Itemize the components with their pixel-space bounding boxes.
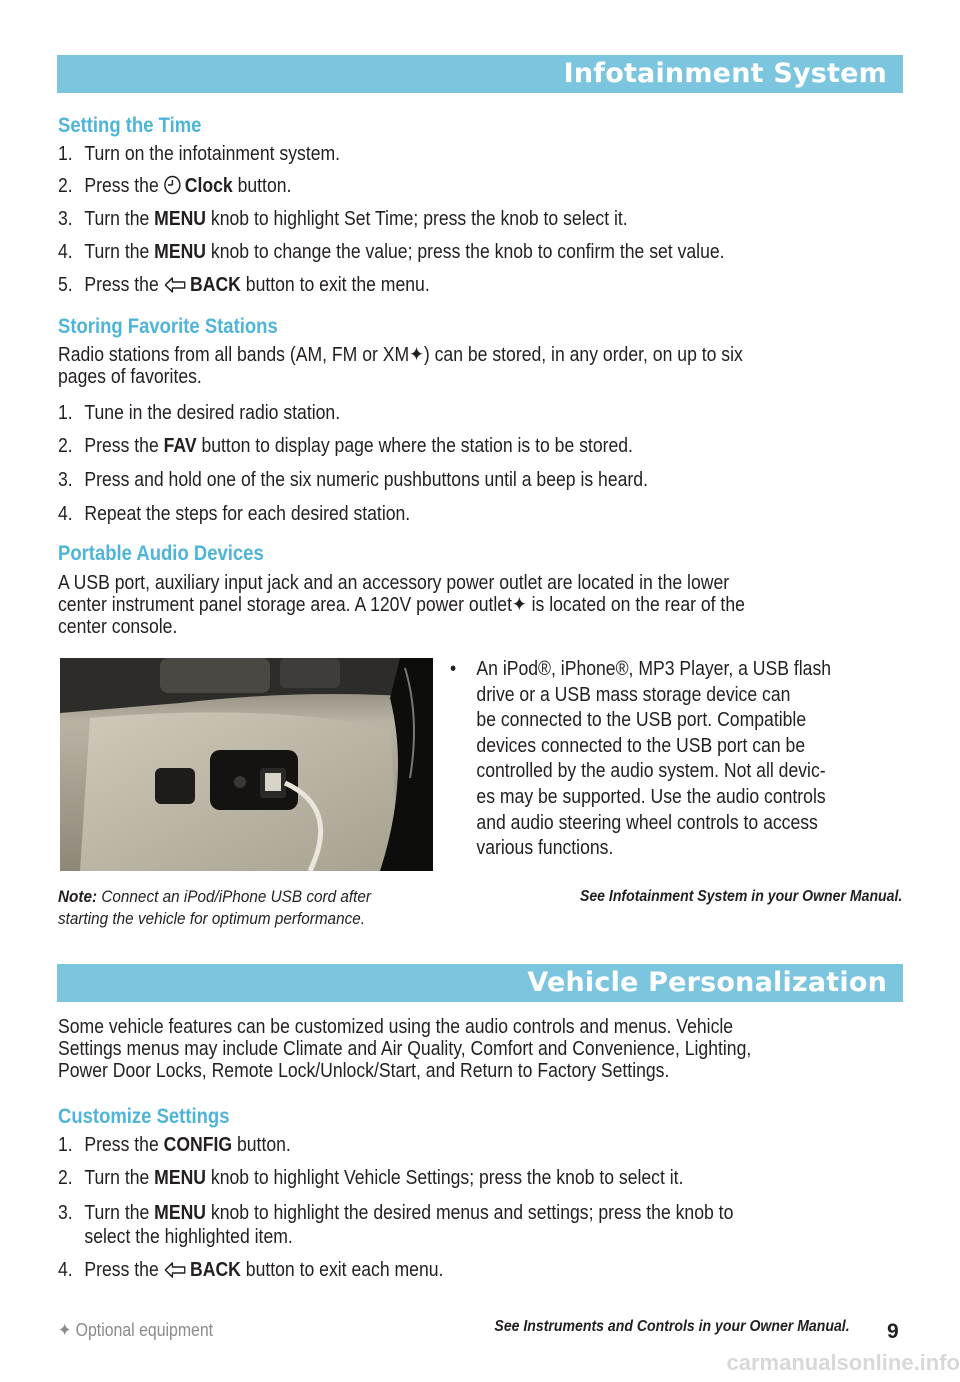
personalization-intro: Some vehicle features can be customized using the audio controls and menus. Vehicle Settings menus may include Climate and Air Quality, Comfort and Convenience, Lighting, Power Door Locks, Remote Lock/Unlock/Start, and Return to Factory Settings.: [58, 1016, 752, 1082]
bullet-line: devices connected to the USB port can be: [476, 734, 806, 757]
section-title: Infotainment System: [563, 58, 887, 89]
usb-note: Note: Connect an iPod/iPhone USB cord after starting the vehicle for optimum performance.: [58, 887, 371, 928]
bullet-dot: •: [450, 658, 457, 680]
bullet-line: and audio steering wheel controls to access: [476, 811, 818, 834]
setting-time-heading: Setting the Time: [58, 114, 202, 137]
customize-heading: Customize Settings: [58, 1105, 230, 1128]
portable-audio-intro: A USB port, auxiliary input jack and an accessory power outlet are located in the lower center instrument panel storage area. A 120V power outlet✦ is located on the rear of the center console.: [58, 572, 745, 638]
infotainment-banner: [57, 55, 903, 93]
list-item: 2. Press the Clock button.: [58, 175, 291, 201]
bullet-line: • An iPod®, iPhone®, MP3 Player, a USB flash: [450, 657, 831, 683]
list-item: 1. Tune in the desired radio station.: [58, 402, 341, 424]
favorites-heading: Storing Favorite Stations: [58, 315, 278, 338]
list-item: 3. Press and hold one of the six numeric pushbuttons until a beep is heard.: [58, 469, 648, 491]
note-label: Note:: [58, 887, 98, 906]
watermark: carmanualsonline.info: [726, 1350, 960, 1375]
bullet-line: various functions.: [476, 837, 614, 860]
section-title: Vehicle Personalization: [527, 967, 887, 998]
back-arrow-icon: [164, 276, 187, 300]
list-item: 1. Turn on the infotainment system.: [58, 143, 341, 165]
list-item: 4. Repeat the steps for each desired station.: [58, 503, 411, 525]
list-item: 2. Turn the MENU knob to highlight Vehicle Settings; press the knob to select it.: [58, 1167, 684, 1189]
see-instruments-reference: See Instruments and Controls in your Owner Manual.: [494, 1318, 850, 1335]
usb-port-photo: [60, 658, 433, 871]
bullet-line: es may be supported. Use the audio controls: [476, 785, 826, 808]
bullet-line: drive or a USB mass storage device can: [476, 683, 791, 706]
optional-equipment-note: ✦ Optional equipment: [58, 1320, 214, 1340]
list-item: 4. Press the BACK button to exit each menu.: [58, 1259, 443, 1285]
bullet-line: controlled by the audio system. Not all devic-: [476, 760, 826, 783]
list-item: 3. Turn the MENU knob to highlight the desired menus and settings; press the knob to select the highlighted item.: [58, 1202, 734, 1248]
personalization-banner: [57, 964, 903, 1002]
list-item: 2. Press the FAV button to display page where the station is to be stored.: [58, 435, 633, 457]
list-item: 3. Turn the MENU knob to highlight Set Time; press the knob to select it.: [58, 208, 628, 230]
list-item: 1. Press the CONFIG button.: [58, 1134, 291, 1156]
favorites-intro: Radio stations from all bands (AM, FM or XM✦) can be stored, in any order, on up to six pages of favorites.: [58, 344, 743, 388]
list-item: 5. Press the BACK button to exit the menu.: [58, 274, 430, 300]
clock-icon: [164, 175, 182, 201]
see-infotainment-reference: See Infotainment System in your Owner Manual.: [579, 888, 902, 905]
list-item: 4. Turn the MENU knob to change the value; press the knob to confirm the set value.: [58, 241, 725, 263]
back-arrow-icon: [164, 1261, 187, 1285]
portable-audio-heading: Portable Audio Devices: [58, 542, 264, 565]
usb-bullet: [450, 657, 831, 862]
page-number: 9: [887, 1320, 899, 1343]
bullet-line: be connected to the USB port. Compatible: [476, 709, 807, 732]
